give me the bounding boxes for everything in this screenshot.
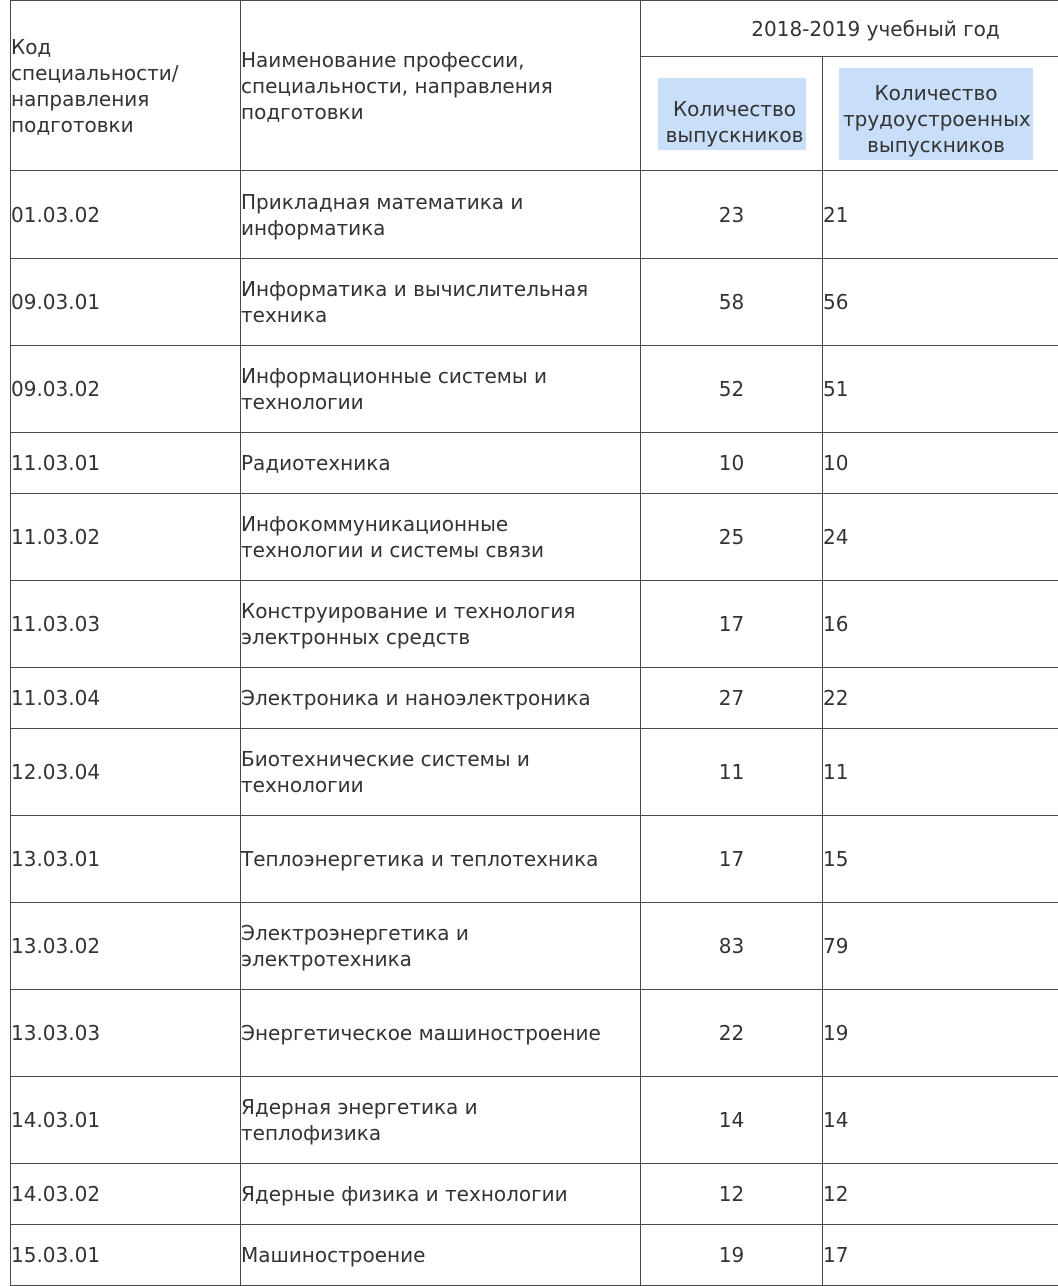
- cell-name: [241, 816, 641, 903]
- cell-code-text: 13.03.03: [11, 1021, 100, 1045]
- cell-code-text: 09.03.02: [11, 377, 100, 401]
- cell-name-text: Электроника и наноэлектроника: [241, 685, 611, 711]
- cell-name: [241, 581, 641, 668]
- cell-code: [11, 346, 241, 433]
- header-code-label: Код специальности/ направления подготовки: [11, 34, 171, 138]
- cell-name: [241, 494, 641, 581]
- cell-graduates-text: 12: [719, 1182, 744, 1206]
- cell-graduates: [641, 990, 823, 1077]
- table-row: [11, 1164, 1058, 1225]
- cell-code-text: 13.03.01: [11, 847, 100, 871]
- cell-code: [11, 171, 241, 259]
- cell-code: [11, 729, 241, 816]
- cell-code: [11, 668, 241, 729]
- cell-graduates-text: 23: [719, 203, 744, 227]
- cell-employed: [823, 816, 1058, 903]
- cell-employed-text: 19: [823, 1021, 848, 1045]
- cell-employed: [823, 494, 1058, 581]
- cell-employed-text: 24: [823, 525, 848, 549]
- cell-employed-text: 16: [823, 612, 848, 636]
- cell-name-text: Электроэнергетика и электротехника: [241, 920, 611, 972]
- cell-code: [11, 433, 241, 494]
- cell-code: [11, 990, 241, 1077]
- cell-graduates-text: 58: [719, 290, 744, 314]
- cell-name-text: Инфокоммуникационные технологии и системы связи: [241, 511, 611, 563]
- cell-graduates: [641, 816, 823, 903]
- cell-graduates: [641, 494, 823, 581]
- cell-employed-text: 51: [823, 377, 848, 401]
- cell-graduates: [641, 171, 823, 259]
- cell-graduates-text: 25: [719, 525, 744, 549]
- cell-employed: [823, 346, 1058, 433]
- cell-name-text: Биотехнические системы и технологии: [241, 746, 611, 798]
- table-row: [11, 346, 1058, 433]
- cell-employed-text: 17: [823, 1243, 848, 1267]
- cell-code-text: 11.03.01: [11, 451, 100, 475]
- cell-graduates-text: 17: [719, 612, 744, 636]
- cell-code: [11, 581, 241, 668]
- cell-code: [11, 816, 241, 903]
- cell-name-text: Конструирование и технология электронных средств: [241, 598, 611, 650]
- cell-code-text: 13.03.02: [11, 934, 100, 958]
- cell-employed: [823, 903, 1058, 990]
- cell-name-text: Информатика и вычислительная техника: [241, 276, 611, 328]
- cell-graduates: [641, 1164, 823, 1225]
- cell-name: [241, 171, 641, 259]
- cell-graduates-text: 52: [719, 377, 744, 401]
- table-row: [11, 903, 1058, 990]
- cell-code-text: 14.03.01: [11, 1108, 100, 1132]
- cell-name: [241, 990, 641, 1077]
- cell-name: [241, 346, 641, 433]
- table-row: [11, 1077, 1058, 1164]
- cell-employed: [823, 1225, 1058, 1286]
- cell-employed-text: 56: [823, 290, 848, 314]
- table-row: [11, 668, 1058, 729]
- cell-graduates-text: 11: [719, 760, 744, 784]
- cell-employed-text: 12: [823, 1182, 848, 1206]
- cell-code: [11, 1225, 241, 1286]
- table-row: [11, 494, 1058, 581]
- cell-code-text: 11.03.02: [11, 525, 100, 549]
- header-name: [241, 1, 641, 171]
- table-row: [11, 433, 1058, 494]
- cell-code: [11, 259, 241, 346]
- cell-graduates: [641, 1077, 823, 1164]
- cell-code: [11, 903, 241, 990]
- cell-graduates: [641, 668, 823, 729]
- cell-name: [241, 1164, 641, 1225]
- header-graduates: [641, 57, 823, 171]
- cell-code: [11, 494, 241, 581]
- header-employed-label: Количество трудоустроенных выпускников: [839, 68, 1033, 160]
- cell-employed: [823, 581, 1058, 668]
- cell-name-text: Машиностроение: [241, 1242, 611, 1268]
- cell-graduates-text: 83: [719, 934, 744, 958]
- cell-code-text: 12.03.04: [11, 760, 100, 784]
- cell-name-text: Энергетическое машиностроение: [241, 1020, 611, 1046]
- graduates-table: [10, 0, 1058, 1286]
- table-row: [11, 729, 1058, 816]
- cell-code-text: 01.03.02: [11, 203, 100, 227]
- cell-code-text: 11.03.03: [11, 612, 100, 636]
- cell-employed-text: 21: [823, 203, 848, 227]
- cell-employed-text: 15: [823, 847, 848, 871]
- header-year: [641, 1, 1058, 57]
- cell-name: [241, 259, 641, 346]
- header-name-label: Наименование профессии, специальности, направления подготовки: [241, 47, 591, 125]
- cell-employed: [823, 729, 1058, 816]
- cell-name: [241, 1225, 641, 1286]
- cell-graduates-text: 10: [719, 451, 744, 475]
- cell-employed-text: 14: [823, 1108, 848, 1132]
- cell-name-text: Прикладная математика и информатика: [241, 189, 611, 241]
- cell-name: [241, 729, 641, 816]
- header-graduates-label: Количество выпускников: [658, 78, 806, 150]
- cell-graduates: [641, 903, 823, 990]
- cell-code-text: 15.03.01: [11, 1243, 100, 1267]
- table-row: [11, 1225, 1058, 1286]
- cell-graduates: [641, 259, 823, 346]
- cell-employed-text: 11: [823, 760, 848, 784]
- cell-name: [241, 433, 641, 494]
- cell-employed: [823, 433, 1058, 494]
- header-year-label: 2018-2019 учебный год: [751, 17, 999, 41]
- cell-name: [241, 1077, 641, 1164]
- table-row: [11, 816, 1058, 903]
- table-row: [11, 581, 1058, 668]
- table-body: [11, 171, 1058, 1286]
- cell-employed: [823, 259, 1058, 346]
- table-row: [11, 990, 1058, 1077]
- table-row: [11, 171, 1058, 259]
- cell-graduates-text: 14: [719, 1108, 744, 1132]
- cell-code: [11, 1077, 241, 1164]
- cell-graduates: [641, 346, 823, 433]
- header-code: [11, 1, 241, 171]
- cell-employed: [823, 990, 1058, 1077]
- table-header: [11, 1, 1058, 171]
- cell-graduates: [641, 433, 823, 494]
- cell-name-text: Ядерные физика и технологии: [241, 1181, 611, 1207]
- cell-graduates: [641, 1225, 823, 1286]
- cell-name-text: Теплоэнергетика и теплотехника: [241, 846, 611, 872]
- cell-graduates-text: 22: [719, 1021, 744, 1045]
- cell-name-text: Информационные системы и технологии: [241, 363, 611, 415]
- cell-name: [241, 668, 641, 729]
- cell-employed: [823, 1164, 1058, 1225]
- cell-name-text: Радиотехника: [241, 450, 611, 476]
- cell-employed-text: 79: [823, 934, 848, 958]
- cell-graduates-text: 27: [719, 686, 744, 710]
- cell-name: [241, 903, 641, 990]
- cell-code: [11, 1164, 241, 1225]
- cell-code-text: 14.03.02: [11, 1182, 100, 1206]
- cell-name-text: Ядерная энергетика и теплофизика: [241, 1094, 611, 1146]
- header-employed: [823, 57, 1058, 171]
- cell-graduates-text: 17: [719, 847, 744, 871]
- cell-graduates: [641, 581, 823, 668]
- cell-employed: [823, 171, 1058, 259]
- cell-employed-text: 10: [823, 451, 848, 475]
- header-row-1: [11, 1, 1058, 57]
- cell-code-text: 11.03.04: [11, 686, 100, 710]
- cell-graduates-text: 19: [719, 1243, 744, 1267]
- cell-graduates: [641, 729, 823, 816]
- cell-employed: [823, 668, 1058, 729]
- cell-code-text: 09.03.01: [11, 290, 100, 314]
- table-row: [11, 259, 1058, 346]
- cell-employed: [823, 1077, 1058, 1164]
- cell-employed-text: 22: [823, 686, 848, 710]
